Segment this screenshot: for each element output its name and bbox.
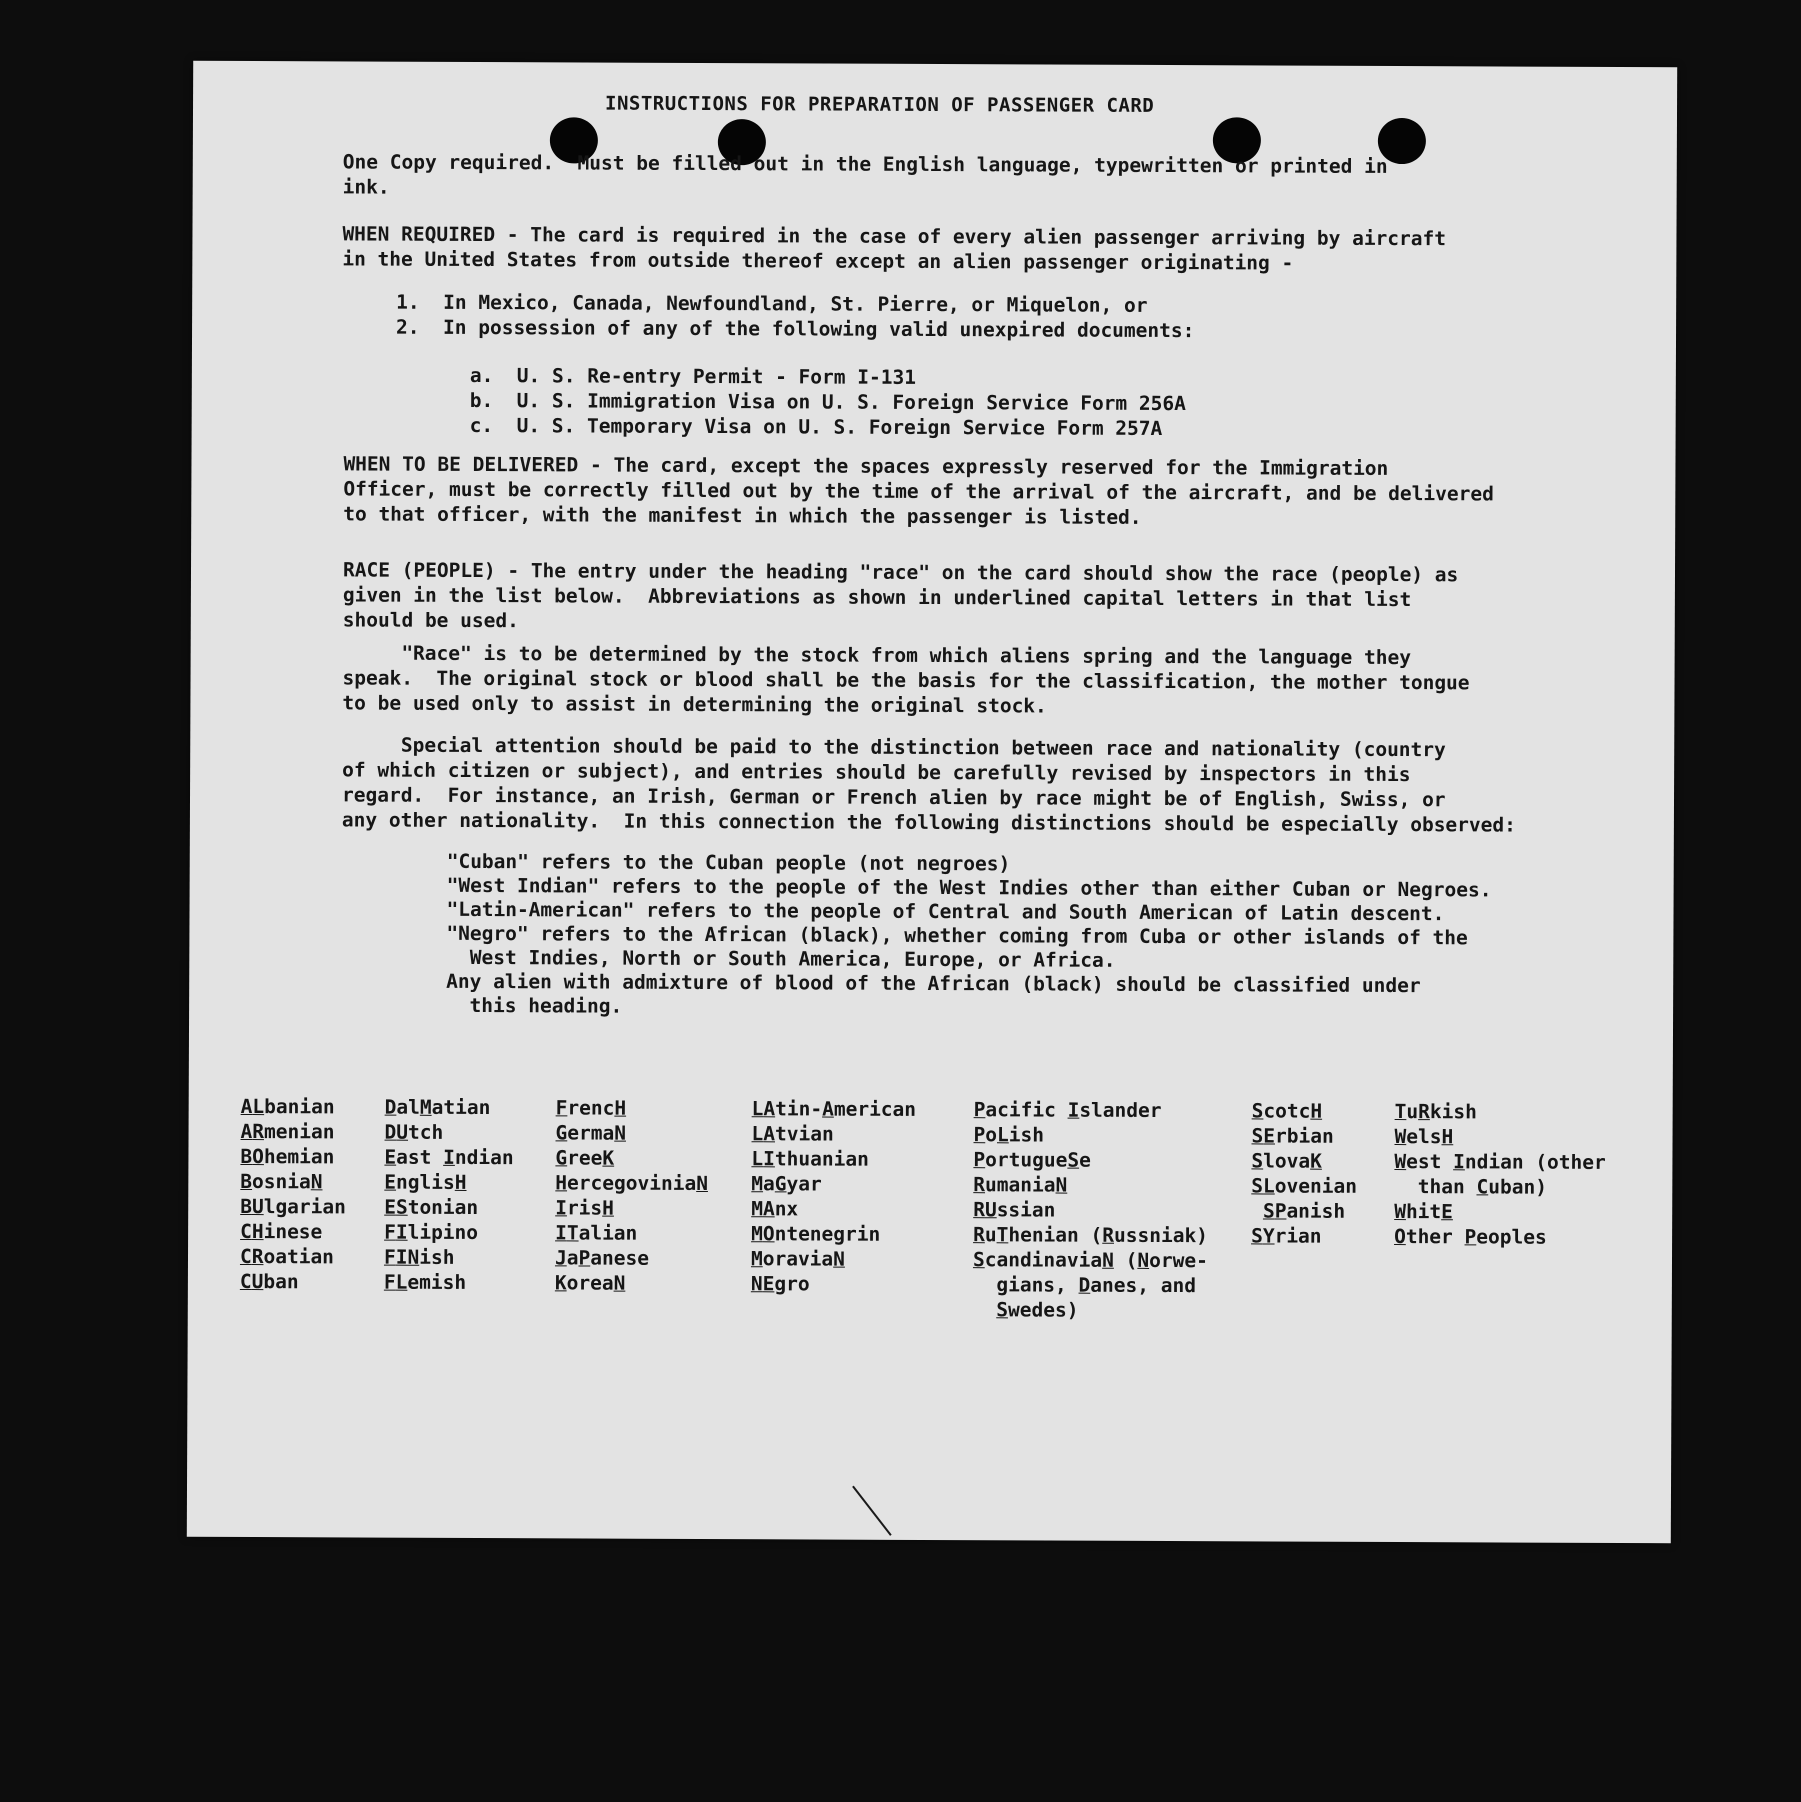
- distinctions-list: [446, 850, 1492, 1023]
- race-entry: gians, Danes, and: [972, 1273, 1197, 1298]
- distinction-line: Any alien with admixture of blood of the African (black) should be classified under: [446, 969, 1421, 998]
- race-definition-line: to be used only to assist in determining the original stock.: [342, 691, 1047, 718]
- race-entry: BOhemian: [240, 1144, 335, 1169]
- race-entry: DalMatian: [384, 1095, 491, 1120]
- when-delivered-paragraph: [343, 451, 1494, 531]
- race-entry: FINish: [383, 1245, 455, 1269]
- race-entry: LAtvian: [751, 1122, 834, 1146]
- race-entry: CHinese: [240, 1219, 323, 1244]
- race-entry: WelsH: [1394, 1125, 1454, 1149]
- race-intro-paragraph: [343, 557, 1459, 637]
- race-entry: Swedes): [996, 1298, 1079, 1322]
- race-entry: RuThenian (Russniak): [973, 1223, 1209, 1248]
- when-delivered-line: WHEN TO BE DELIVERED - The card, except the spaces expressly reserved for the Immigration: [343, 452, 1389, 480]
- race-entry: MAnx: [751, 1197, 799, 1221]
- race-entry: WhitE: [1394, 1200, 1454, 1224]
- special-line: any other nationality. In this connection the following distinctions should be especially observed:: [341, 808, 1516, 837]
- page-title: INSTRUCTIONS FOR PREPARATION OF PASSENGER CARD: [604, 92, 1155, 117]
- document-page: [187, 61, 1677, 1543]
- race-column: [384, 1095, 514, 1296]
- race-entry: MOntenegrin: [751, 1222, 881, 1246]
- race-entry: ScotcH: [1251, 1099, 1323, 1123]
- race-entry: SlovaK: [1251, 1149, 1322, 1173]
- race-entry: FrencH: [555, 1096, 627, 1120]
- race-column: [973, 1097, 1209, 1323]
- race-entry: SLovenian: [1251, 1174, 1358, 1198]
- race-entry: GreeK: [555, 1146, 615, 1170]
- special-line: regard. For instance, an Irish, German or French alien by race might be of English, Swiss, or: [341, 783, 1446, 812]
- race-definition-line: speak. The original stock or blood shall be the basis for the classification, the mother tongue: [342, 666, 1470, 695]
- race-entry: BUlgarian: [240, 1194, 346, 1219]
- race-entry: CUban: [239, 1269, 299, 1294]
- documents-list: [470, 363, 1186, 441]
- race-entry: DUtch: [384, 1120, 444, 1144]
- race-entry: Pacific Islander: [973, 1098, 1162, 1123]
- stray-mark: [852, 1486, 892, 1536]
- distinction-line: West Indies, North or South America, Europe, or Africa.: [446, 945, 1116, 972]
- special-attention-paragraph: [342, 732, 1516, 837]
- race-entry: GermaN: [555, 1121, 627, 1145]
- race-entry: IrisH: [555, 1196, 615, 1220]
- distinction-line: "West Indian" refers to the people of the West Indies other than either Cuban or Negroes.: [446, 873, 1492, 902]
- race-entry: PoLish: [973, 1123, 1045, 1147]
- conditions-list: [396, 290, 1195, 343]
- intro-line: ink.: [342, 175, 390, 199]
- race-entry: ARmenian: [240, 1119, 335, 1144]
- race-entry: ALbanian: [240, 1094, 335, 1119]
- race-entry: HercegoviniaN: [555, 1171, 709, 1196]
- distinction-line: "Latin-American" refers to the people of Central and South American of Latin descent.: [446, 897, 1445, 926]
- race-definition-paragraph: [342, 640, 1469, 720]
- race-entry: ScandinaviaN (Norwe-: [972, 1248, 1208, 1273]
- intro-paragraph: [343, 149, 1388, 204]
- race-column: [1251, 1098, 1357, 1248]
- race-entry: Other Peoples: [1394, 1225, 1547, 1249]
- document-item: b. U. S. Immigration Visa on U. S. Foreign Service Form 256A: [469, 388, 1186, 416]
- special-line: of which citizen or subject), and entries should be carefully revised by inspectors in this: [342, 758, 1411, 787]
- race-entry: SYrian: [1251, 1224, 1322, 1248]
- race-entry: RumaniaN: [973, 1173, 1068, 1197]
- condition-item: 2. In possession of any of the following valid unexpired documents:: [396, 315, 1195, 343]
- race-entry: than Cuban): [1394, 1175, 1548, 1199]
- special-line: Special attention should be paid to the distinction between race and nationality (country: [342, 733, 1446, 762]
- race-entry: FLemish: [383, 1270, 467, 1294]
- race-entry: KoreaN: [554, 1271, 626, 1295]
- race-entry: TuRkish: [1394, 1100, 1477, 1124]
- race-entry: MoraviaN: [750, 1247, 846, 1271]
- race-entry: LIthuanian: [751, 1147, 869, 1171]
- distinction-line: "Cuban" refers to the Cuban people (not negroes): [446, 849, 1011, 876]
- race-entry: East Indian: [384, 1145, 514, 1170]
- race-entry: ITalian: [555, 1221, 638, 1245]
- race-intro-line: should be used.: [342, 608, 519, 633]
- race-entry: SErbian: [1251, 1124, 1334, 1148]
- race-entry: FIlipino: [384, 1220, 479, 1245]
- race-column: [555, 1095, 709, 1296]
- race-entry: West Indian (other: [1394, 1150, 1606, 1174]
- race-column: [1394, 1099, 1606, 1250]
- race-intro-line: given in the list below. Abbreviations as shown in underlined capital letters in that list: [342, 583, 1412, 612]
- race-definition-line: "Race" is to be determined by the stock from which aliens spring and the language they: [342, 641, 1412, 670]
- when-delivered-line: to that officer, with the manifest in which the passenger is listed.: [343, 502, 1142, 529]
- race-entry: SPanish: [1262, 1199, 1346, 1223]
- race-intro-line: RACE (PEOPLE) - The entry under the heading "race" on the card should show the race (people) as: [342, 558, 1459, 587]
- race-entry: MaGyar: [751, 1172, 822, 1196]
- when-required-line: WHEN REQUIRED - The card is required in the case of every alien passenger arriving by aircraft: [342, 222, 1447, 251]
- race-entry: JaPanese: [554, 1246, 650, 1270]
- when-required-paragraph: [342, 221, 1446, 276]
- when-delivered-line: Officer, must be correctly filled out by the time of the arrival of the aircraft, and be delivered: [343, 477, 1494, 506]
- race-column: [240, 1094, 347, 1294]
- race-entry: BosniaN: [240, 1169, 323, 1194]
- when-required-line: in the United States from outside thereof except an alien passenger originating -: [342, 247, 1294, 275]
- distinction-line: "Negro" refers to the African (black), whether coming from Cuba or other islands of the: [446, 921, 1468, 950]
- race-entry: EnglisH: [384, 1170, 467, 1194]
- race-entry: PortugueSe: [973, 1148, 1091, 1172]
- race-entry: RUssian: [973, 1198, 1056, 1222]
- race-entry: EStonian: [384, 1195, 479, 1220]
- race-column: [751, 1096, 916, 1297]
- race-entry: CRoatian: [239, 1244, 335, 1269]
- document-item: a. U. S. Re-entry Permit - Form I-131: [469, 363, 917, 389]
- race-entry: LAtin-American: [751, 1097, 917, 1121]
- document-item: c. U. S. Temporary Visa on U. S. Foreign Service Form 257A: [469, 413, 1163, 441]
- distinction-line: this heading.: [446, 993, 623, 1018]
- intro-line: One Copy required. Must be filled out in the English language, typewritten or printed in: [342, 150, 1388, 178]
- race-entry: NEgro: [750, 1272, 810, 1296]
- condition-item: 1. In Mexico, Canada, Newfoundland, St. Pierre, or Miquelon, or: [396, 290, 1148, 317]
